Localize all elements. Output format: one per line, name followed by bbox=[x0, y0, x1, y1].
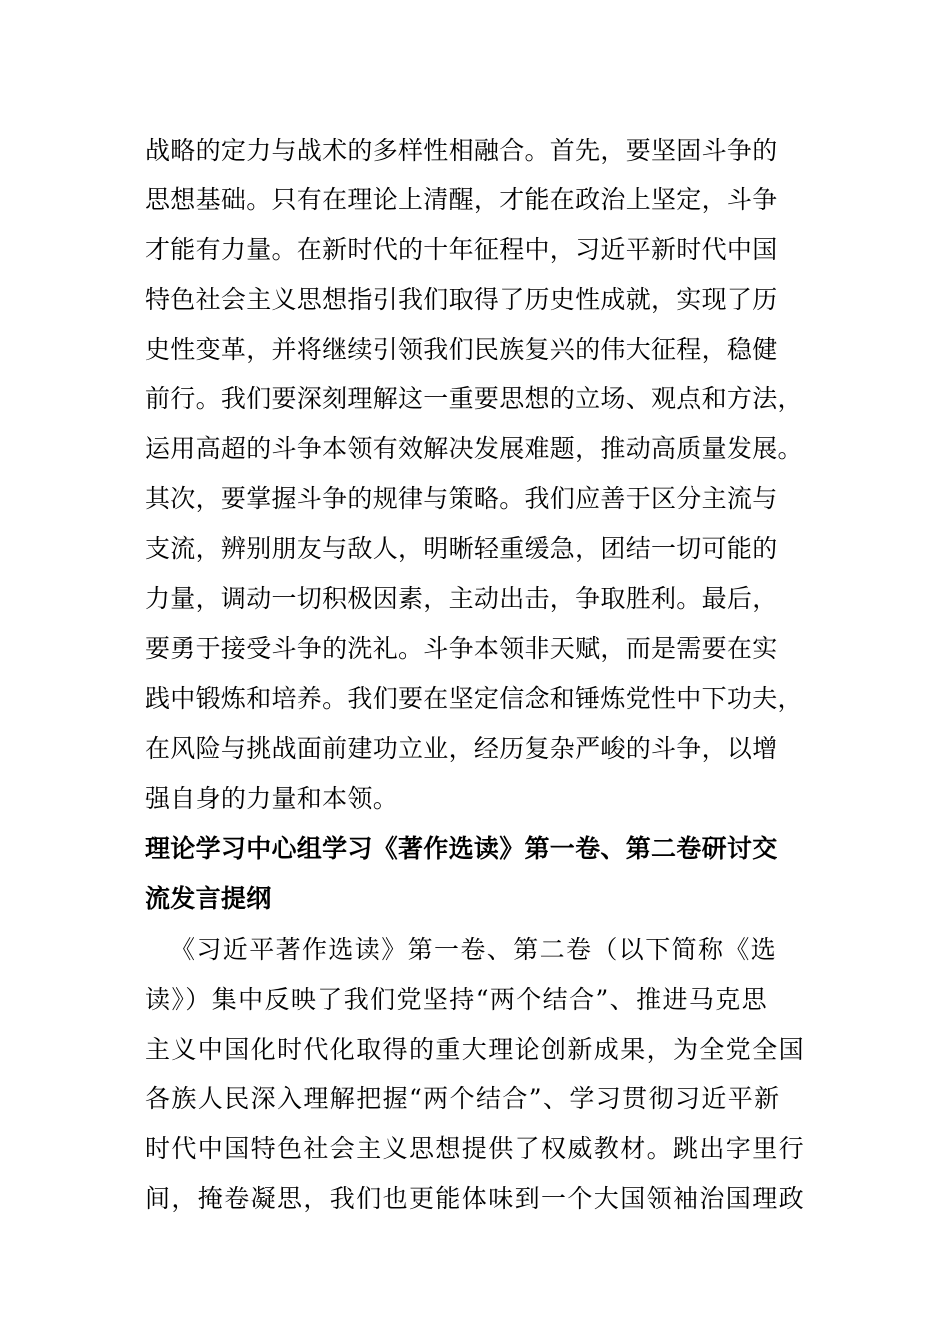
text-line: 特色社会主义思想指引我们取得了历史性成就，实现了历 bbox=[145, 285, 778, 314]
text-line: 力量，调动一切积极因素，主动出击，争取胜利。最后， bbox=[145, 584, 778, 613]
text-line: 在风险与挑战面前建功立业，经历复杂严峻的斗争，以增 bbox=[145, 734, 778, 763]
heading-line: 流发言提纲 bbox=[145, 884, 272, 913]
text-line: 思想基础。只有在理论上清醒，才能在政治上坚定，斗争 bbox=[145, 185, 778, 214]
text-line: 前行。我们要深刻理解这一重要思想的立场、观点和方法， bbox=[145, 384, 803, 413]
text-line: 时代中国特色社会主义思想提供了权威教材。跳出字里行 bbox=[145, 1134, 806, 1163]
text-line: 其次，要掌握斗争的规律与策略。我们应善于区分主流与 bbox=[145, 484, 778, 513]
text-line: 强自身的力量和本领。 bbox=[145, 784, 399, 813]
text-line: 《习近平著作选读》第一卷、第二卷（以下简称《选 bbox=[170, 935, 778, 964]
text-line: 要勇于接受斗争的洗礼。斗争本领非天赋，而是需要在实 bbox=[145, 634, 778, 663]
text-line: 支流，辨别朋友与敌人，明晰轻重缓急，团结一切可能的 bbox=[145, 534, 778, 563]
text-line: 史性变革，并将继续引领我们民族复兴的伟大征程，稳健 bbox=[145, 335, 778, 364]
text-line: 运用高超的斗争本领有效解决发展难题，推动高质量发展。 bbox=[145, 434, 803, 463]
heading-line: 理论学习中心组学习《著作选读》第一卷、第二卷研讨交 bbox=[145, 834, 778, 863]
text-line: 战略的定力与战术的多样性相融合。首先，要坚固斗争的 bbox=[145, 136, 778, 165]
text-line: 读》）集中反映了我们党坚持“两个结合”、推进马克思 bbox=[145, 985, 769, 1014]
text-line: 间，掩卷凝思，我们也更能体味到一个大国领袖治国理政 bbox=[145, 1184, 806, 1213]
text-line: 各族人民深入理解把握“两个结合”、学习贯彻习近平新 bbox=[145, 1084, 781, 1113]
text-line: 践中锻炼和培养。我们要在坚定信念和锤炼党性中下功夫， bbox=[145, 684, 803, 713]
text-line: 才能有力量。在新时代的十年征程中，习近平新时代中国 bbox=[145, 235, 778, 264]
text-line: 主义中国化时代化取得的重大理论创新成果，为全党全国 bbox=[145, 1035, 806, 1064]
